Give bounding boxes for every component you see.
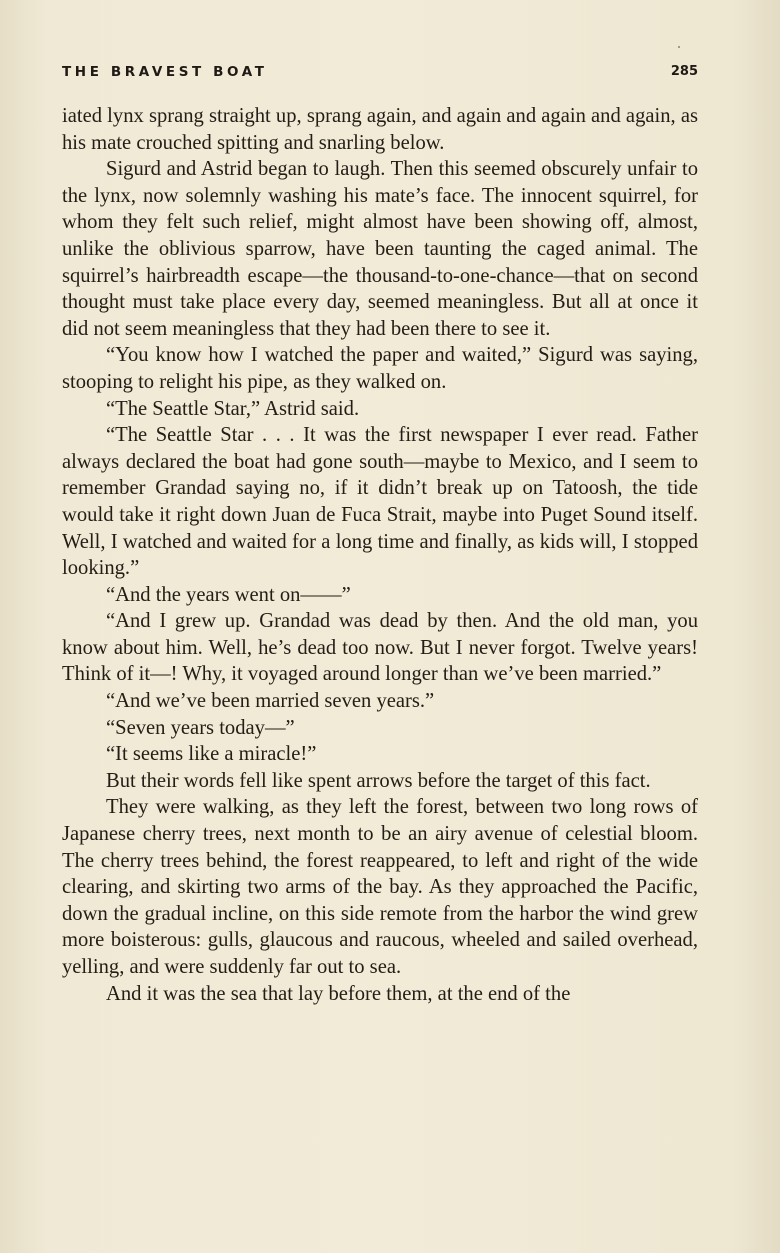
- running-head: [62, 64, 698, 86]
- paragraph: “You know how I watched the paper and waited,” Sigurd was saying, stooping to relight his pipe, as they walked on.: [62, 344, 698, 393]
- paragraph: They were walking, as they left the forest, between two long rows of Japanese cherry trees, next month to be an airy avenue of celestial bloom. The cherry trees behind, the forest reappeared, to left and right of the wide clearing, and skirting two arms of the bay. As they approached the Pacific, down the gradual incline, on this side remote from the harbor the wind grew more boisterous: gulls, glaucous and raucous, wheeled and sailed overhead, yelling, and were suddenly far out to sea.: [62, 796, 698, 978]
- page-number: 285: [670, 64, 698, 79]
- paragraph: “And we’ve been married seven years.”: [106, 690, 435, 713]
- paragraph: “And the years went on——”: [106, 583, 351, 606]
- body-text: [62, 103, 698, 1007]
- paragraph: “The Seattle Star,” Astrid said.: [106, 397, 360, 420]
- paragraph: But their words fell like spent arrows before the target of this fact.: [106, 769, 651, 792]
- running-title: THE BRAVEST BOAT: [62, 64, 268, 80]
- paper-speck: [678, 46, 680, 48]
- paragraph: Sigurd and Astrid began to laugh. Then this seemed obscurely unfair to the lynx, now solemnly washing his mate’s face. The innocent squirrel, for whom they felt such relief, might almost have been showing off, almost, unlike the oblivious sparrow, have been taunting the caged animal. The squirrel’s hairbreadth escape—the thousand-to-one-chance—that on second thought must take place every day, seemed meaningless. But all at once it did not seem meaningless that they had been there to see it.: [62, 158, 698, 340]
- paragraph: “The Seattle Star . . . It was the first newspaper I ever read. Father always declared the boat had gone south—maybe to Mexico, and I seem to remember Grandad saying no, if it didn’t break up on Tatoosh, the tide would take it right down Juan de Fuca Strait, maybe into Puget Sound itself. Well, I watched and waited for a long time and finally, as kids will, I stopped looking.”: [62, 424, 698, 580]
- paragraph: “Seven years today—”: [106, 716, 295, 739]
- paragraph-continued: iated lynx sprang straight up, sprang again, and again and again and again, as his mate crouched spitting and snarling below.: [62, 105, 698, 154]
- paragraph: “It seems like a miracle!”: [106, 743, 317, 766]
- paragraph: And it was the sea that lay before them, at the end of the: [106, 982, 571, 1005]
- paragraph: “And I grew up. Grandad was dead by then. And the old man, you know about him. Well, he’s dead too now. But I never forgot. Twelve years! Think of it—! Why, it voyaged around longer than we’ve been married.”: [62, 610, 698, 686]
